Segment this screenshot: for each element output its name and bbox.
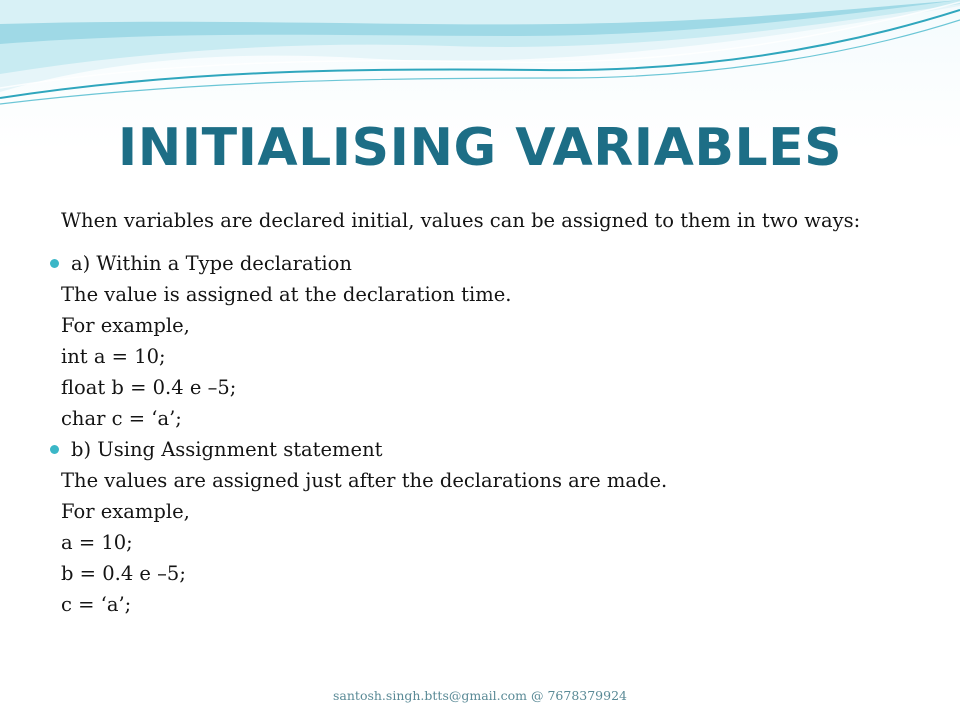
b-description: The values are assigned just after the declarations are made. (61, 469, 668, 492)
bullet-b-label: b) Using Assignment statement (71, 438, 383, 461)
b-code-line-2: b = 0.4 e –5; (61, 562, 186, 585)
bullet-item-b (61, 434, 921, 465)
header-wave-decoration (0, 0, 960, 120)
bullet-a-label: a) Within a Type declaration (71, 252, 352, 275)
a-code-line-3: char c = ‘a’; (61, 407, 182, 430)
b-code-line-1: a = 10; (61, 531, 133, 554)
intro-paragraph: When variables are declared initial, values can be assigned to them in two ways: (61, 209, 861, 232)
bullet-dot-icon (50, 259, 59, 268)
a-example-label: For example, (61, 314, 190, 337)
slide-title: INITIALISING VARIABLES (117, 118, 843, 178)
slide-body (61, 205, 921, 620)
bullet-dot-icon (50, 445, 59, 454)
footer-contact: santosh.singh.btts@gmail.com @ 7678379924 (333, 688, 627, 703)
b-example-label: For example, (61, 500, 190, 523)
a-description: The value is assigned at the declaration time. (61, 283, 512, 306)
a-code-line-1: int a = 10; (61, 345, 166, 368)
bullet-item-a (61, 248, 921, 279)
a-code-line-2: float b = 0.4 e –5; (61, 376, 237, 399)
b-code-line-3: c = ‘a’; (61, 593, 132, 616)
